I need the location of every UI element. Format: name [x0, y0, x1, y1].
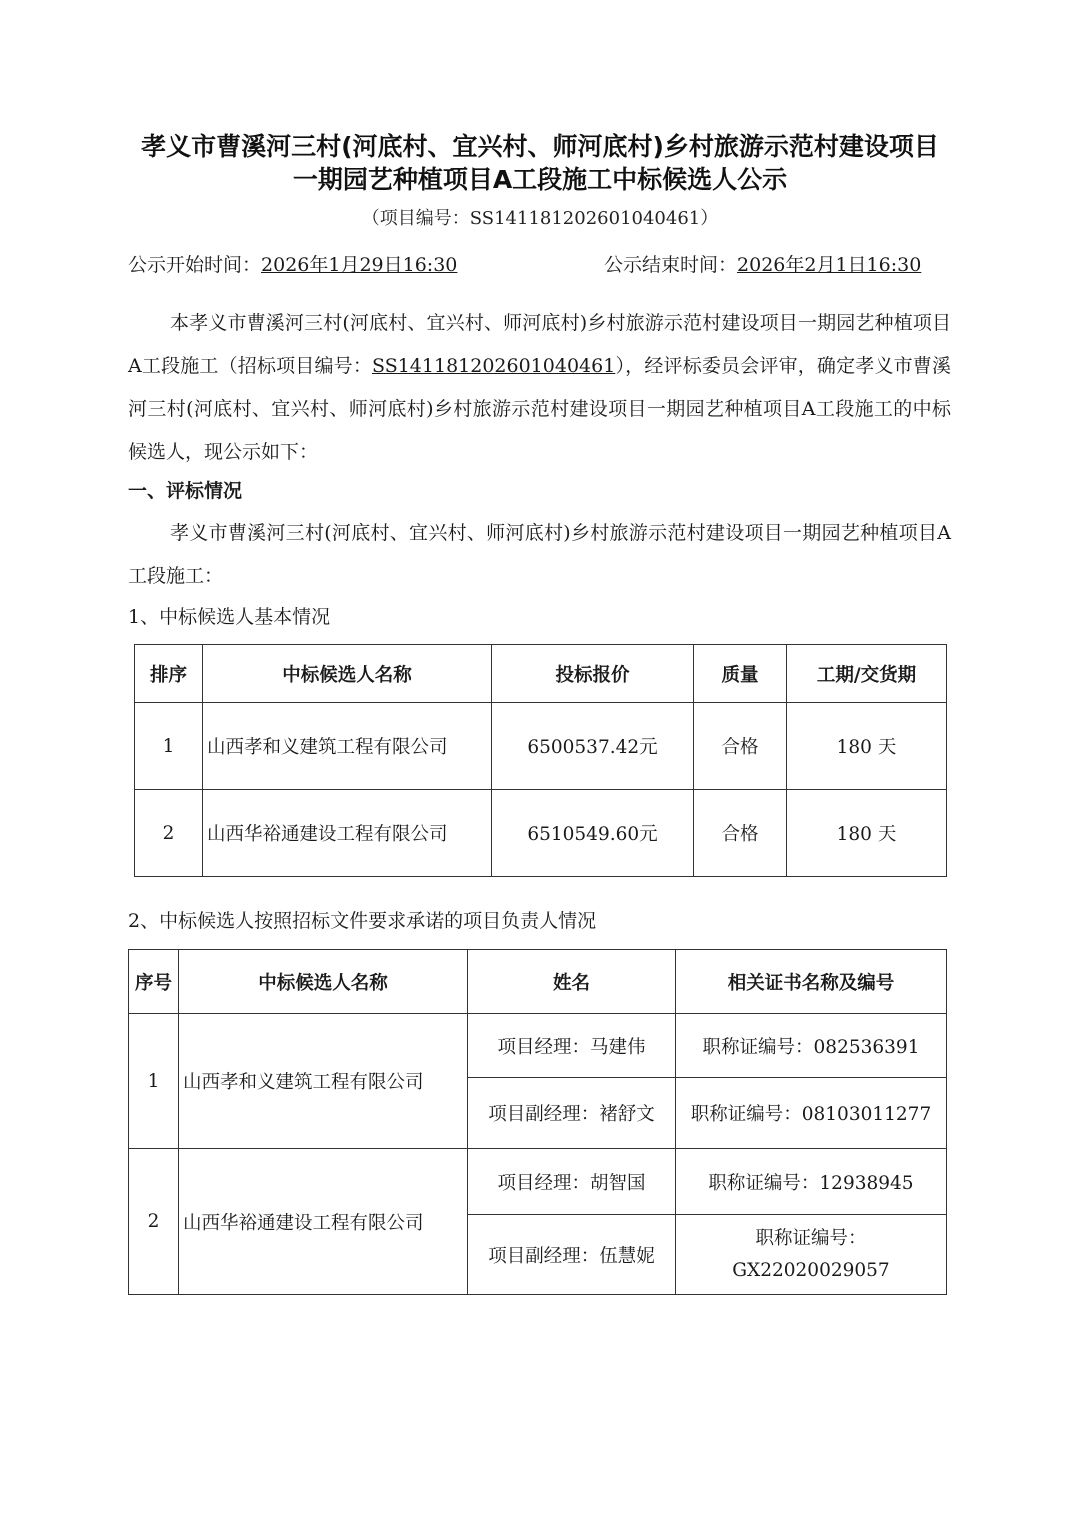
table2-header-cert: 相关证书名称及编号 — [676, 950, 947, 1014]
table1-header-price: 投标报价 — [492, 645, 694, 703]
price-cell: 6500537.42元 — [492, 703, 694, 790]
table1-header-rank: 排序 — [135, 645, 203, 703]
publicity-end-time — [604, 250, 921, 280]
company-cell: 山西华裕通建设工程有限公司 — [203, 790, 492, 877]
subsection-heading-2: 2、中标候选人按照招标文件要求承诺的项目负责人情况 — [128, 910, 597, 932]
table2-header-name: 中标候选人名称 — [179, 950, 468, 1014]
document-title-line-2: 一期园艺种植项目A工段施工中标候选人公示 — [292, 165, 788, 194]
start-time-value: 2026年1月29日16:30 — [261, 254, 458, 276]
end-time-value: 2026年2月1日16:30 — [737, 254, 922, 276]
start-time-label: 公示开始时间： — [128, 254, 262, 276]
table-row — [135, 703, 947, 790]
company-cell: 山西孝和义建筑工程有限公司 — [203, 703, 492, 790]
intro-paragraph — [128, 302, 951, 474]
end-time-label: 公示结束时间： — [604, 254, 738, 276]
intro-text-2: ），经评标委员会评审，确定孝义市曹溪河三村(河底村、宜兴村、师河底村)乡村旅游示范村建设项目一期园艺种植项目A工段施工的中标候选人，现公示如下： — [128, 355, 951, 463]
index-cell: 2 — [129, 1149, 179, 1295]
project-leaders-table — [128, 949, 947, 1295]
quality-cell: 合格 — [694, 790, 787, 877]
price-cell: 6510549.60元 — [492, 790, 694, 877]
cert-cell — [676, 1215, 947, 1295]
candidates-table — [134, 644, 947, 877]
table1-header-quality: 质量 — [694, 645, 787, 703]
intro-text-1: 本孝义市曹溪河三村(河底村、宜兴村、师河底村)乡村旅游示范村建设项目一期园艺种植项目A工段施工（招标项目编号： — [128, 312, 951, 377]
subsection-heading-1: 1、中标候选人基本情况 — [128, 606, 331, 628]
cert-cell: 职称证编号：082536391 — [676, 1014, 947, 1078]
cert-cell: 职称证编号：12938945 — [676, 1149, 947, 1215]
quality-cell: 合格 — [694, 703, 787, 790]
table-row — [129, 1014, 947, 1078]
document-title-line-1: 孝义市曹溪河三村(河底村、宜兴村、师河底村)乡村旅游示范村建设项目 — [141, 132, 939, 161]
cert-number: GX22020029057 — [732, 1259, 890, 1281]
table1-header-name: 中标候选人名称 — [203, 645, 492, 703]
index-cell: 1 — [129, 1014, 179, 1149]
project-number: （项目编号：SS141181202601040461） — [361, 208, 719, 229]
cert-label: 职称证编号： — [755, 1227, 867, 1249]
table-row — [129, 1149, 947, 1215]
cert-cell: 职称证编号：08103011277 — [676, 1078, 947, 1149]
section-heading-evaluation: 一、评标情况 — [128, 480, 243, 502]
company-cell: 山西华裕通建设工程有限公司 — [179, 1149, 468, 1295]
person-cell: 项目经理：马建伟 — [468, 1014, 676, 1078]
person-cell: 项目副经理：褚舒文 — [468, 1078, 676, 1149]
table2-header-person: 姓名 — [468, 950, 676, 1014]
publicity-start-time — [128, 250, 457, 280]
person-cell: 项目副经理：伍慧妮 — [468, 1215, 676, 1295]
section-paragraph: 孝义市曹溪河三村(河底村、宜兴村、师河底村)乡村旅游示范村建设项目一期园艺种植项目A工段施工： — [128, 522, 951, 587]
rank-cell: 2 — [135, 790, 203, 877]
table1-header-period: 工期/交货期 — [787, 645, 947, 703]
period-cell: 180 天 — [787, 790, 947, 877]
table2-header-index: 序号 — [129, 950, 179, 1014]
company-cell: 山西孝和义建筑工程有限公司 — [179, 1014, 468, 1149]
period-cell: 180 天 — [787, 703, 947, 790]
person-cell: 项目经理：胡智国 — [468, 1149, 676, 1215]
table-row — [135, 790, 947, 877]
intro-project-number: SS141181202601040461 — [372, 355, 616, 377]
rank-cell: 1 — [135, 703, 203, 790]
